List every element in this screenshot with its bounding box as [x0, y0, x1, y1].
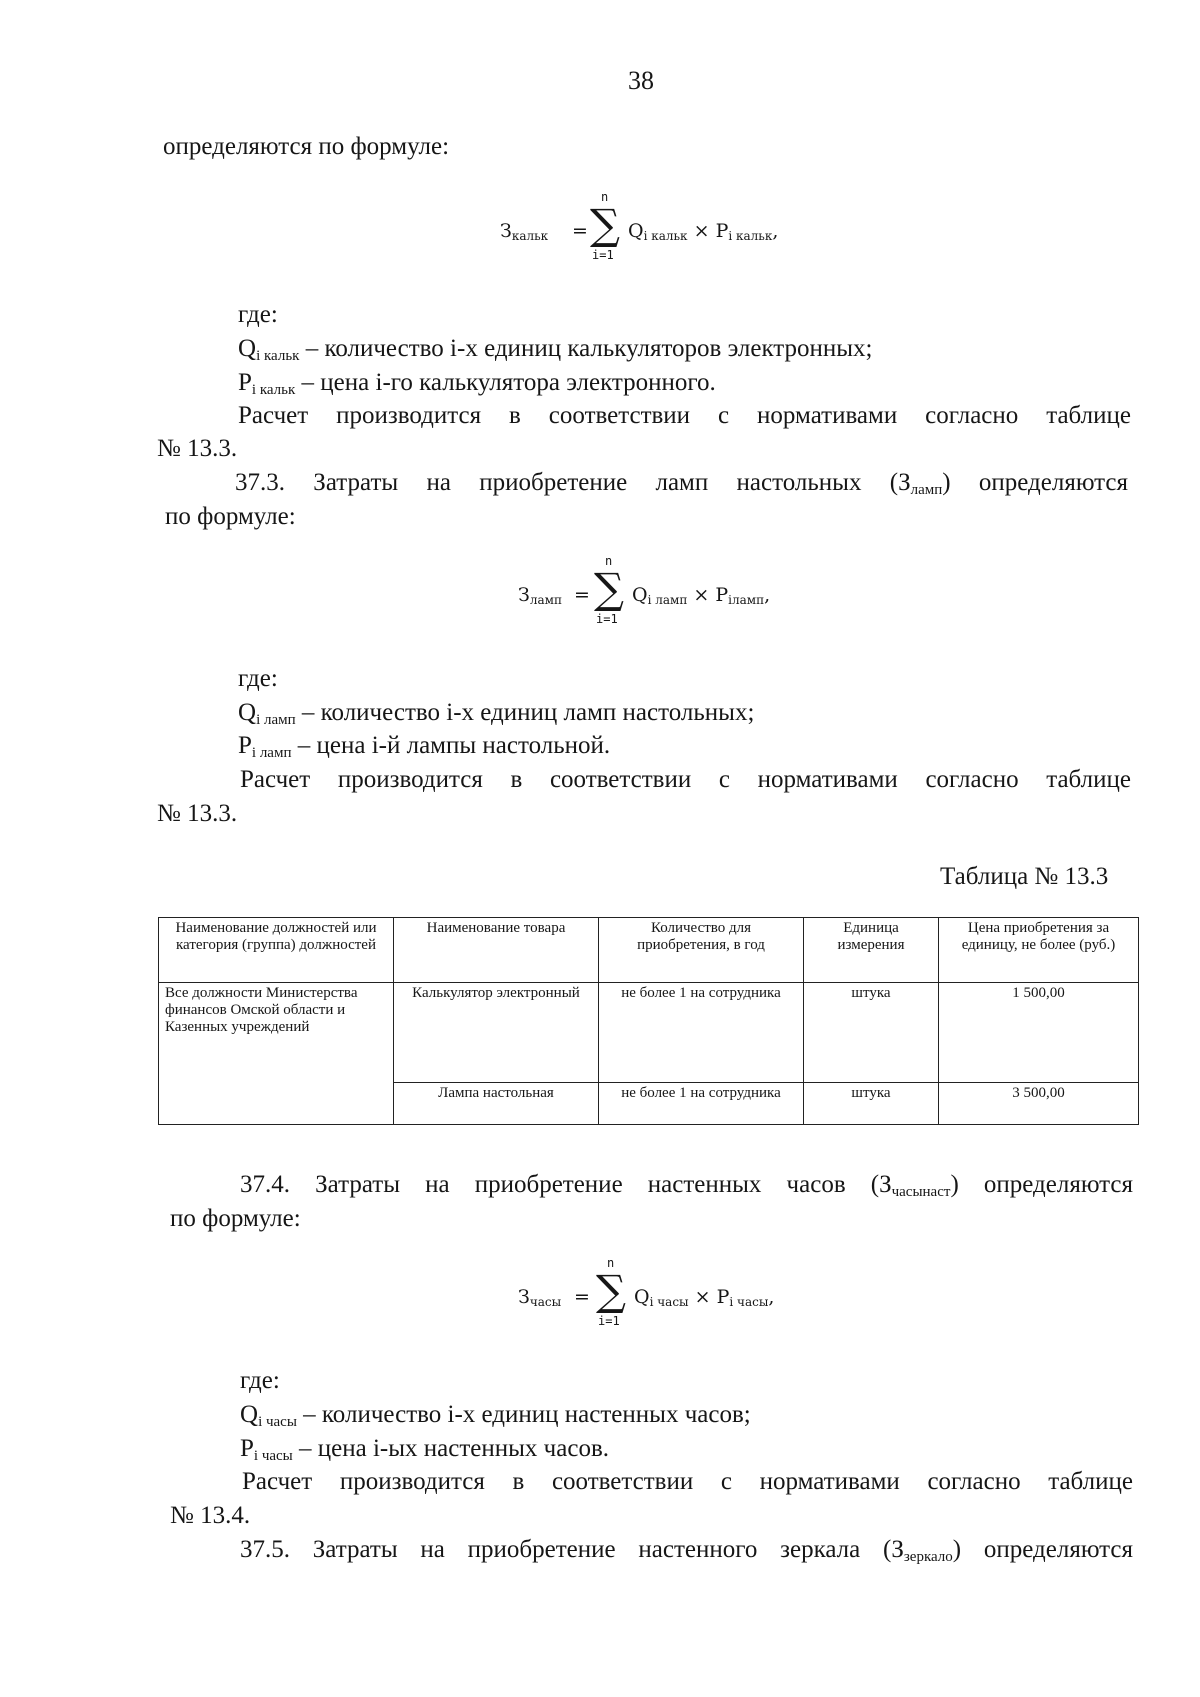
calc-reference: № 13.4. — [170, 1502, 251, 1529]
table-header: Количество для приобретения, в год — [599, 918, 804, 983]
table-cell-item: Лампа настольная — [394, 1083, 599, 1125]
table-header: Наименование товара — [394, 918, 599, 983]
calc-reference: № 13.3. — [157, 800, 238, 827]
table-cell-qty: не более 1 на сотрудника — [599, 983, 804, 1083]
formula-clock: $З_{часы}$ = n ∑ i=1 $Q_{i часы} \times P_{i часы}$, — [518, 1256, 775, 1328]
definition-q: Qi ламп – количество i-х единиц ламп настольных; — [238, 699, 755, 728]
table-cell-item: Калькулятор электронный — [394, 983, 599, 1083]
intro-paragraph: определяются по формуле: — [163, 133, 450, 160]
calc-paragraph: Расчет производится в соответствии с нормативами согласно таблице — [238, 402, 1131, 429]
where-label: где: — [240, 1367, 280, 1394]
table-row — [159, 983, 1139, 1083]
table-cell-position: Все должности Министерства финансов Омской области и Казенных учреждений — [159, 983, 394, 1125]
calc-paragraph: Расчет производится в соответствии с нормативами согласно таблице — [242, 1468, 1133, 1495]
table-header: Наименование должностей или категория (группа) должностей — [159, 918, 394, 983]
calc-reference: № 13.3. — [157, 435, 238, 462]
table-header: Единица измерения — [804, 918, 939, 983]
table-caption: Таблица № 13.3 — [940, 863, 1109, 890]
section-37-3-heading: 37.3. Затраты на приобретение ламп настольных (Зламп) определяются — [235, 469, 1128, 498]
definition-q: Qi кальк – количество i-х единиц калькуляторов электронных; — [238, 335, 873, 364]
where-label: где: — [238, 665, 278, 692]
definition-p: Pi ламп – цена i-й лампы настольной. — [238, 732, 611, 761]
formula-lamp: $З_{ламп}$ = n ∑ i=1 $Q_{i ламп} \times P_{iламп}$, — [518, 554, 771, 626]
section-37-4-heading: 37.4. Затраты на приобретение настенных часов (Зчасынаст) определяются — [240, 1171, 1133, 1200]
norms-table — [158, 917, 1139, 1125]
sigma-symbol: ∑ — [596, 1266, 626, 1315]
table-header-row — [159, 918, 1139, 983]
table-header: Цена приобретения за единицу, не более (руб.) — [939, 918, 1139, 983]
section-37-5-heading: 37.5. Затраты на приобретение настенного зеркала (Ззеркало) определяются — [240, 1536, 1133, 1565]
definition-p: Pi кальк – цена i-го калькулятора электронного. — [238, 369, 716, 398]
sigma-symbol: ∑ — [594, 564, 624, 613]
section-37-3-continuation: по формуле: — [165, 503, 296, 530]
definition-q: Qi часы – количество i-х единиц настенных часов; — [240, 1401, 751, 1430]
page-number: 38 — [628, 66, 654, 95]
formula-kalk: $З_{кальк}$ = n ∑ i=1 $Q_{i кальк} \times P_{i кальк}$, — [500, 190, 779, 262]
section-37-4-continuation: по формуле: — [170, 1205, 301, 1232]
table-cell-price: 1 500,00 — [939, 983, 1139, 1083]
table-cell-unit: штука — [804, 1083, 939, 1125]
table-cell-price: 3 500,00 — [939, 1083, 1139, 1125]
definition-p: Pi часы – цена i-ых настенных часов. — [240, 1435, 610, 1464]
where-label: где: — [238, 301, 278, 328]
table-cell-unit: штука — [804, 983, 939, 1083]
table-cell-qty: не более 1 на сотрудника — [599, 1083, 804, 1125]
calc-paragraph: Расчет производится в соответствии с нормативами согласно таблице — [240, 766, 1131, 793]
sigma-symbol: ∑ — [590, 200, 620, 249]
